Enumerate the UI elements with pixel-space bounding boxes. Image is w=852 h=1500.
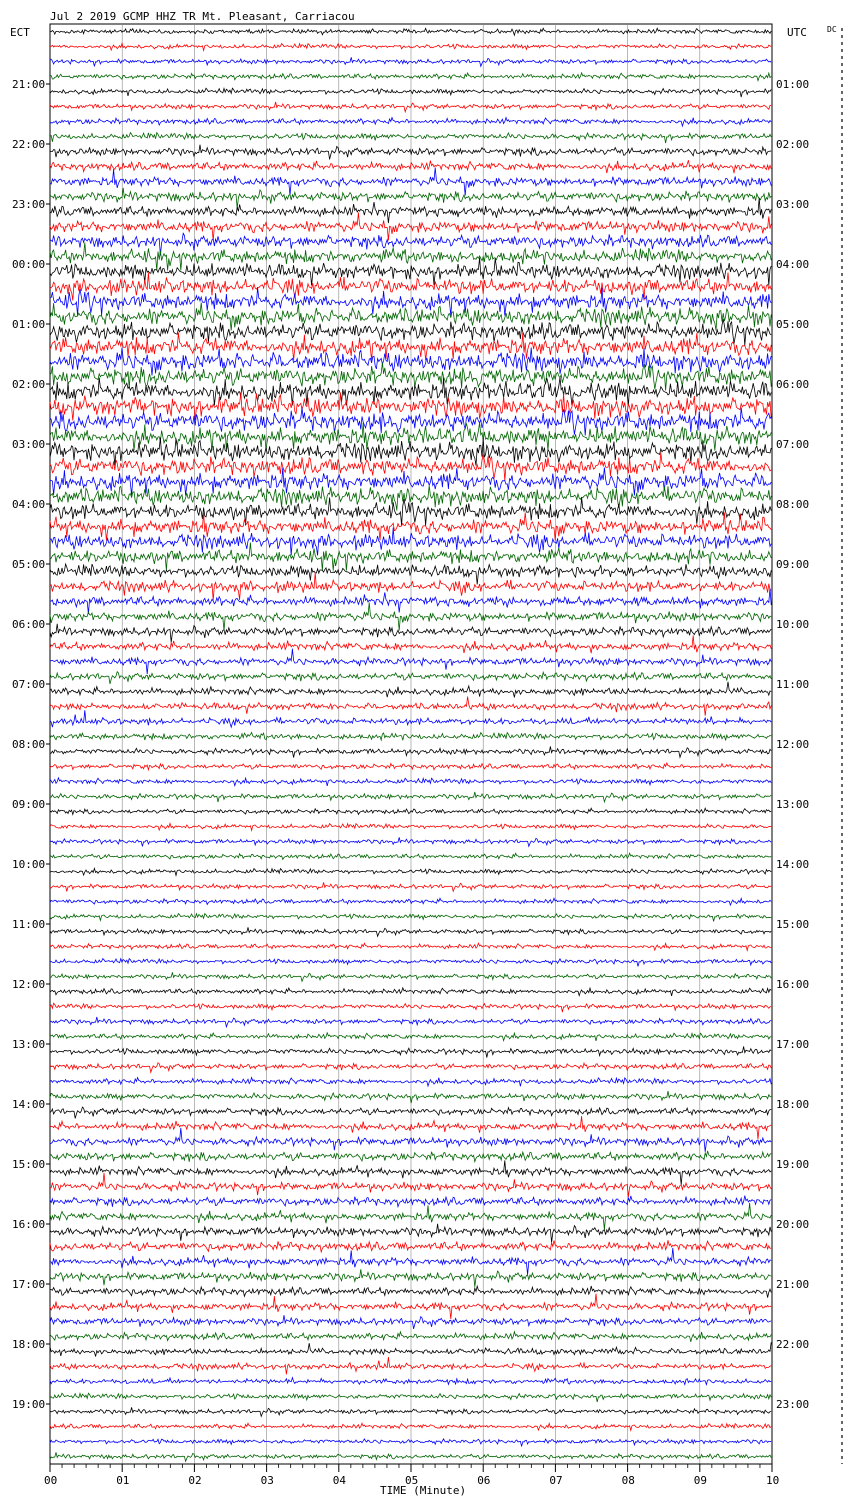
seismic-trace-69 xyxy=(50,1063,771,1073)
ect-label-7: 03:00 xyxy=(12,438,46,451)
utc-label-23: 23:00 xyxy=(776,1398,810,1411)
seismic-trace-53 xyxy=(50,823,771,830)
seismic-trace-24 xyxy=(50,378,771,406)
seismic-trace-63 xyxy=(50,972,771,981)
seismic-trace-30 xyxy=(50,468,771,496)
ect-label-1: 21:00 xyxy=(12,78,46,91)
x-tick-label-6: 06 xyxy=(477,1474,491,1487)
seismic-trace-49 xyxy=(50,763,771,770)
utc-label-8: 08:00 xyxy=(776,498,810,511)
x-tick-label-5: 05 xyxy=(405,1474,419,1487)
seismic-trace-92 xyxy=(50,1407,771,1416)
seismic-trace-90 xyxy=(50,1378,771,1385)
seismic-trace-91 xyxy=(50,1393,771,1402)
seismic-trace-28 xyxy=(50,438,771,466)
seismic-trace-32 xyxy=(50,498,771,526)
seismic-trace-7 xyxy=(50,133,771,144)
seismic-trace-55 xyxy=(50,853,771,859)
seismic-trace-8 xyxy=(50,145,771,160)
ect-label-12: 08:00 xyxy=(12,738,46,751)
seismic-trace-76 xyxy=(50,1160,771,1184)
seismic-trace-86 xyxy=(50,1315,771,1329)
ect-label-11: 07:00 xyxy=(12,678,46,691)
seismic-trace-36 xyxy=(50,564,771,585)
ect-label-15: 11:00 xyxy=(12,918,46,931)
utc-label-5: 05:00 xyxy=(776,318,810,331)
seismic-trace-38 xyxy=(50,588,771,614)
seismic-trace-89 xyxy=(50,1357,771,1374)
seismic-trace-56 xyxy=(50,868,771,875)
ect-label-16: 12:00 xyxy=(12,978,46,991)
ect-label-2: 22:00 xyxy=(12,138,46,151)
seismic-trace-45 xyxy=(50,697,771,716)
utc-label-2: 02:00 xyxy=(776,138,810,151)
seismic-trace-66 xyxy=(50,1017,771,1027)
left-axis-label: ECT xyxy=(10,26,30,39)
seismic-trace-75 xyxy=(50,1151,771,1162)
seismic-trace-19 xyxy=(50,303,771,331)
seismic-trace-57 xyxy=(50,882,771,891)
seismic-trace-20 xyxy=(50,319,771,345)
seismic-trace-29 xyxy=(50,453,771,481)
seismic-trace-61 xyxy=(50,943,771,950)
seismic-trace-65 xyxy=(50,1003,771,1012)
utc-label-22: 22:00 xyxy=(776,1338,810,1351)
seismic-trace-67 xyxy=(50,1033,771,1041)
utc-label-14: 14:00 xyxy=(776,858,810,871)
seismic-trace-37 xyxy=(50,573,771,601)
seismic-trace-81 xyxy=(50,1240,771,1252)
x-axis-label: TIME (Minute) xyxy=(380,1484,467,1497)
ect-label-17: 13:00 xyxy=(12,1038,46,1051)
x-tick-label-3: 03 xyxy=(260,1474,274,1487)
seismic-traces xyxy=(50,28,771,1461)
seismic-trace-47 xyxy=(50,733,771,741)
utc-label-19: 19:00 xyxy=(776,1158,810,1171)
seismic-trace-64 xyxy=(50,988,771,996)
seismic-trace-70 xyxy=(50,1078,771,1087)
ect-label-6: 02:00 xyxy=(12,378,46,391)
utc-label-12: 12:00 xyxy=(776,738,810,751)
seismic-trace-50 xyxy=(50,778,771,786)
dc-label: DC xyxy=(827,25,837,34)
seismic-trace-88 xyxy=(50,1342,771,1356)
utc-label-3: 03:00 xyxy=(776,198,810,211)
utc-label-6: 06:00 xyxy=(776,378,810,391)
seismic-trace-62 xyxy=(50,959,771,967)
seismic-trace-87 xyxy=(50,1332,771,1342)
seismic-trace-68 xyxy=(50,1047,771,1058)
seismic-trace-18 xyxy=(50,288,771,316)
ect-label-18: 14:00 xyxy=(12,1098,46,1111)
utc-label-18: 18:00 xyxy=(776,1098,810,1111)
ect-label-14: 10:00 xyxy=(12,858,46,871)
seismic-trace-54 xyxy=(50,837,771,846)
seismic-trace-21 xyxy=(50,333,771,361)
utc-label-21: 21:00 xyxy=(776,1278,810,1291)
chart-title: Jul 2 2019 GCMP HHZ TR Mt. Pleasant, Carriacou xyxy=(50,10,355,23)
utc-label-9: 09:00 xyxy=(776,558,810,571)
ect-label-19: 15:00 xyxy=(12,1158,46,1171)
seismic-trace-9 xyxy=(50,160,771,173)
seismic-trace-48 xyxy=(50,747,771,758)
x-tick-label-0: 00 xyxy=(44,1474,58,1487)
seismic-trace-80 xyxy=(50,1224,771,1243)
ect-label-23: 19:00 xyxy=(12,1398,46,1411)
seismic-trace-51 xyxy=(50,792,771,802)
seismic-trace-22 xyxy=(50,348,771,376)
utc-label-13: 13:00 xyxy=(776,798,810,811)
seismic-trace-59 xyxy=(50,914,771,922)
utc-label-1: 01:00 xyxy=(776,78,810,91)
seismic-trace-26 xyxy=(50,408,771,436)
x-tick-label-10: 10 xyxy=(766,1474,780,1487)
x-tick-label-4: 04 xyxy=(332,1474,347,1487)
seismic-trace-15 xyxy=(50,243,771,271)
utc-hour-labels xyxy=(776,78,809,1411)
ect-label-3: 23:00 xyxy=(12,198,46,211)
x-tick-label-2: 02 xyxy=(188,1474,202,1487)
seismic-trace-11 xyxy=(50,188,771,209)
seismic-trace-12 xyxy=(50,198,771,224)
seismic-trace-3 xyxy=(50,73,771,81)
seismic-trace-94 xyxy=(50,1439,771,1447)
seismic-trace-34 xyxy=(50,528,771,556)
seismic-trace-74 xyxy=(50,1128,771,1152)
seismic-trace-85 xyxy=(50,1294,771,1319)
seismic-trace-78 xyxy=(50,1196,771,1207)
utc-label-17: 17:00 xyxy=(776,1038,810,1051)
utc-label-15: 15:00 xyxy=(776,918,810,931)
ect-label-4: 00:00 xyxy=(12,258,46,271)
ect-label-9: 05:00 xyxy=(12,558,46,571)
seismic-trace-1 xyxy=(50,43,771,50)
seismic-trace-60 xyxy=(50,927,771,936)
seismic-trace-58 xyxy=(50,898,771,905)
seismic-trace-95 xyxy=(50,1452,771,1461)
seismic-trace-39 xyxy=(50,603,771,631)
seismic-trace-13 xyxy=(50,213,771,241)
seismic-trace-10 xyxy=(50,168,771,196)
utc-label-16: 16:00 xyxy=(776,978,810,991)
seismic-trace-82 xyxy=(50,1248,771,1275)
x-tick-label-8: 08 xyxy=(621,1474,635,1487)
utc-label-4: 04:00 xyxy=(776,258,810,271)
ect-label-8: 04:00 xyxy=(12,498,46,511)
utc-label-20: 20:00 xyxy=(776,1218,810,1231)
seismic-trace-40 xyxy=(50,624,771,643)
x-tick-label-1: 01 xyxy=(116,1474,130,1487)
seismic-trace-72 xyxy=(50,1107,771,1118)
ect-label-10: 06:00 xyxy=(12,618,46,631)
x-tick-label-9: 09 xyxy=(693,1474,708,1487)
ect-label-22: 18:00 xyxy=(12,1338,46,1351)
seismic-trace-83 xyxy=(50,1269,771,1287)
seismic-trace-79 xyxy=(50,1203,771,1230)
ect-label-21: 17:00 xyxy=(12,1278,46,1291)
seismic-trace-77 xyxy=(50,1173,771,1197)
utc-label-11: 11:00 xyxy=(776,678,810,691)
seismic-trace-44 xyxy=(50,682,771,698)
seismic-trace-6 xyxy=(50,118,771,127)
seismic-trace-71 xyxy=(50,1091,771,1103)
ect-label-5: 01:00 xyxy=(12,318,46,331)
x-tick-label-7: 07 xyxy=(549,1474,563,1487)
seismic-trace-46 xyxy=(50,710,771,727)
utc-label-10: 10:00 xyxy=(776,618,810,631)
seismic-trace-4 xyxy=(50,88,771,97)
seismic-trace-0 xyxy=(50,28,771,35)
ect-label-13: 09:00 xyxy=(12,798,46,811)
seismic-trace-52 xyxy=(50,808,771,814)
seismic-trace-73 xyxy=(50,1116,771,1139)
seismic-trace-2 xyxy=(50,57,771,66)
seismic-trace-42 xyxy=(50,649,771,674)
seismic-trace-84 xyxy=(50,1286,771,1298)
seismic-trace-5 xyxy=(50,102,771,112)
utc-label-7: 07:00 xyxy=(776,438,810,451)
seismic-trace-35 xyxy=(50,543,771,571)
seismic-trace-16 xyxy=(50,258,771,286)
ect-label-20: 16:00 xyxy=(12,1218,46,1231)
seismic-trace-43 xyxy=(50,672,771,684)
ect-hour-labels xyxy=(12,78,50,1411)
right-axis-label: UTC xyxy=(787,26,807,39)
seismic-trace-93 xyxy=(50,1423,771,1430)
